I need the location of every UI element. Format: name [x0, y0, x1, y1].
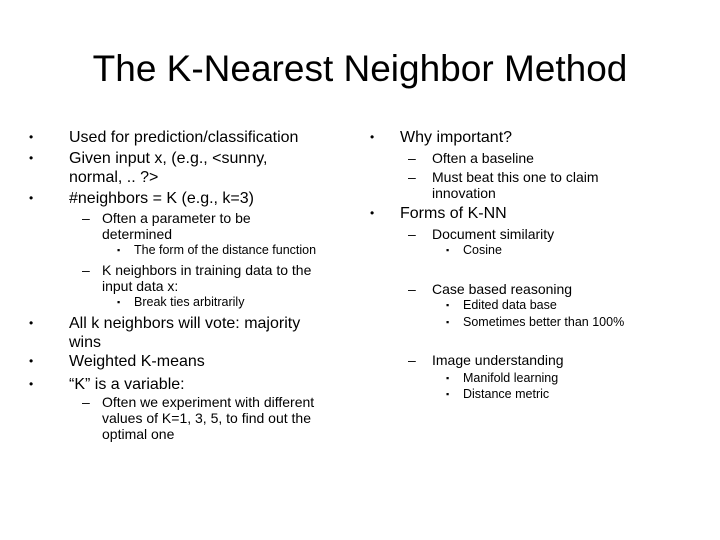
bullet-icon: •	[370, 130, 375, 144]
small-bullet-icon: ▪	[446, 300, 450, 310]
bullet-given-input-line2: normal, .. ?>	[69, 169, 159, 186]
bullet-used-for: Used for prediction/classification	[69, 129, 299, 146]
subsub-distance-form: The form of the distance function	[134, 243, 317, 257]
subsub-distance-metric: Distance metric	[463, 387, 550, 401]
sub-beat-line2: innovation	[432, 185, 496, 201]
bullet-num-neighbors: #neighbors = K (e.g., k=3)	[69, 190, 254, 207]
dash-icon: –	[408, 150, 416, 166]
dash-icon: –	[408, 352, 416, 368]
sub-image-understanding: Image understanding	[432, 352, 564, 368]
dash-icon: –	[408, 281, 416, 297]
subsub-break-ties: Break ties arbitrarily	[134, 295, 245, 309]
bullet-vote-line2: wins	[69, 334, 102, 351]
sub-param-line2: determined	[102, 226, 173, 242]
bullet-icon: •	[29, 130, 34, 144]
bullet-icon: •	[29, 377, 34, 391]
sub-k-neighbors-line1: K neighbors in training data to the	[102, 262, 312, 278]
sub-case-based: Case based reasoning	[432, 281, 573, 297]
slide-title: The K-Nearest Neighbor Method	[92, 48, 628, 89]
small-bullet-icon: ▪	[117, 297, 121, 307]
bullet-icon: •	[29, 191, 34, 205]
bullet-forms-knn: Forms of K-NN	[400, 205, 507, 222]
sub-experiment-line2: values of K=1, 3, 5, to find out the	[102, 410, 311, 426]
bullet-weighted: Weighted K-means	[69, 353, 205, 370]
subsub-edited-database: Edited data base	[463, 298, 557, 312]
sub-experiment-line1: Often we experiment with different	[102, 394, 315, 410]
sub-baseline: Often a baseline	[432, 150, 534, 166]
small-bullet-icon: ▪	[446, 389, 450, 399]
sub-param-line1: Often a parameter to be	[102, 210, 251, 226]
small-bullet-icon: ▪	[446, 245, 450, 255]
bullet-icon: •	[29, 151, 34, 165]
small-bullet-icon: ▪	[446, 317, 450, 327]
dash-icon: –	[408, 226, 416, 242]
bullet-k-variable: “K” is a variable:	[69, 376, 185, 393]
bullet-vote-line1: All k neighbors will vote: majority	[69, 315, 301, 332]
dash-icon: –	[408, 169, 416, 185]
bullet-icon: •	[29, 354, 34, 368]
small-bullet-icon: ▪	[446, 373, 450, 383]
sub-experiment-line3: optimal one	[102, 426, 175, 442]
subsub-cosine: Cosine	[463, 243, 502, 257]
subsub-manifold-learning: Manifold learning	[463, 371, 559, 385]
subsub-sometimes-better: Sometimes better than 100%	[463, 315, 625, 329]
dash-icon: –	[82, 394, 90, 410]
sub-document-similarity: Document similarity	[432, 226, 555, 242]
bullet-given-input-line1: Given input x, (e.g., <sunny,	[69, 150, 268, 167]
bullet-icon: •	[370, 206, 375, 220]
dash-icon: –	[82, 262, 90, 278]
bullet-icon: •	[29, 316, 34, 330]
sub-beat-line1: Must beat this one to claim	[432, 169, 599, 185]
sub-k-neighbors-line2: input data x:	[102, 278, 179, 294]
small-bullet-icon: ▪	[117, 245, 121, 255]
bullet-why-important: Why important?	[400, 129, 513, 146]
dash-icon: –	[82, 210, 90, 226]
